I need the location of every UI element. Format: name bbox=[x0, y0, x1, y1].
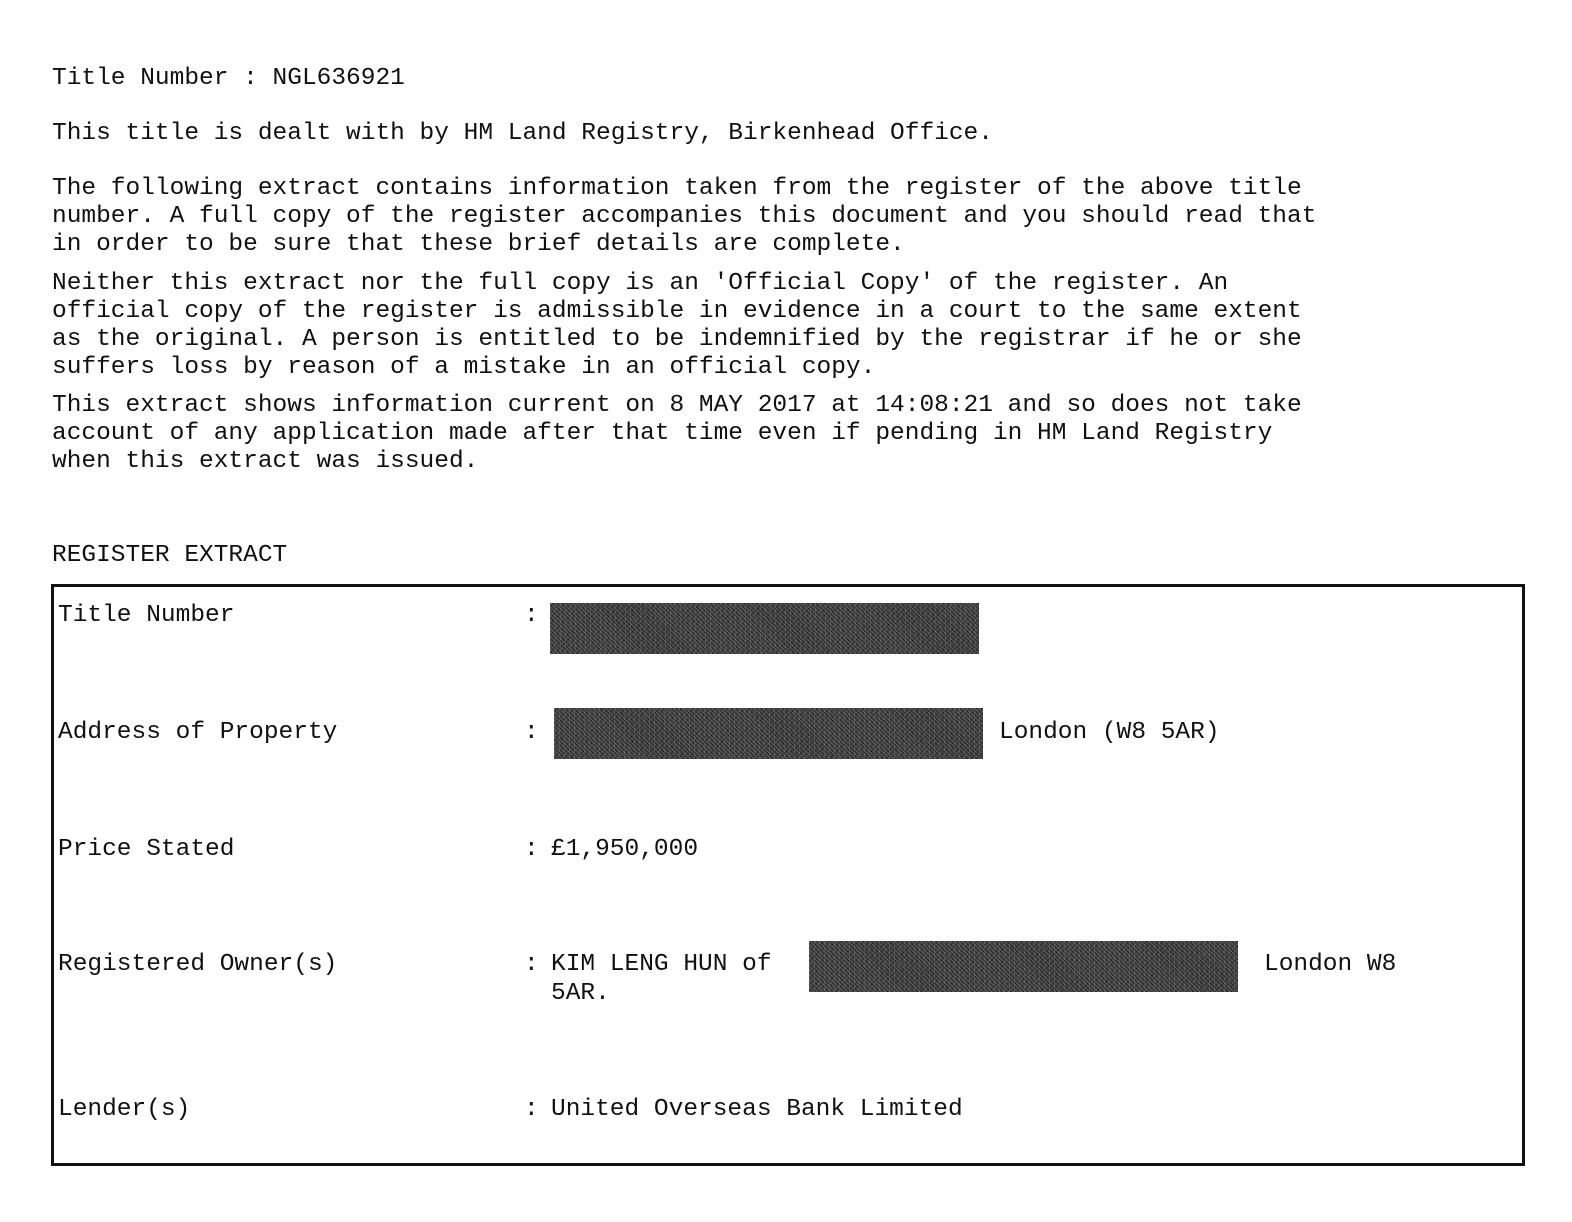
currency-date-paragraph: This extract shows information current on 8 MAY 2017 at 14:08:21 and so does not take account of any application made after that time even if pending in HM Land Registry when this extract was issued. bbox=[52, 392, 1302, 475]
official-copy-paragraph: Neither this extract nor the full copy is an 'Official Copy' of the register. An official copy of the register is admissible in evidence in a court to the same extent as the original. A person is entitled to be indemnified by the registrar if he or she suffers loss by reason of a mistake in an official copy. bbox=[52, 270, 1302, 381]
title-number-colon: : bbox=[524, 602, 539, 629]
owner-label: Registered Owner(s) bbox=[58, 951, 338, 978]
title-number-header: Title Number : NGL636921 bbox=[52, 65, 405, 92]
register-extract-box bbox=[51, 584, 1525, 1166]
lender-colon: : bbox=[524, 1096, 539, 1123]
price-label: Price Stated bbox=[58, 836, 235, 863]
address-value-suffix: London (W8 5AR) bbox=[999, 719, 1220, 746]
office-statement: This title is dealt with by HM Land Registry, Birkenhead Office. bbox=[52, 120, 993, 147]
address-label: Address of Property bbox=[58, 719, 338, 746]
owner-colon: : bbox=[524, 951, 539, 978]
owner-address-redaction bbox=[809, 941, 1238, 992]
price-value: £1,950,000 bbox=[551, 836, 699, 863]
address-colon: : bbox=[524, 719, 539, 746]
lender-label: Lender(s) bbox=[58, 1096, 191, 1123]
owner-value-prefix: KIM LENG HUN of bbox=[551, 951, 772, 978]
price-colon: : bbox=[524, 836, 539, 863]
owner-value-suffix: London W8 bbox=[1264, 951, 1397, 978]
register-extract-heading: REGISTER EXTRACT bbox=[52, 542, 288, 569]
title-number-redaction bbox=[550, 603, 979, 654]
address-redaction bbox=[554, 708, 983, 759]
title-number-label: Title Number bbox=[58, 602, 235, 629]
lender-value: United Overseas Bank Limited bbox=[551, 1096, 963, 1123]
owner-value-line2: 5AR. bbox=[551, 980, 610, 1007]
extract-notice-paragraph: The following extract contains information taken from the register of the above title number. A full copy of the register accompanies this document and you should read that in order to be sure that these brief details are complete. bbox=[52, 175, 1317, 258]
